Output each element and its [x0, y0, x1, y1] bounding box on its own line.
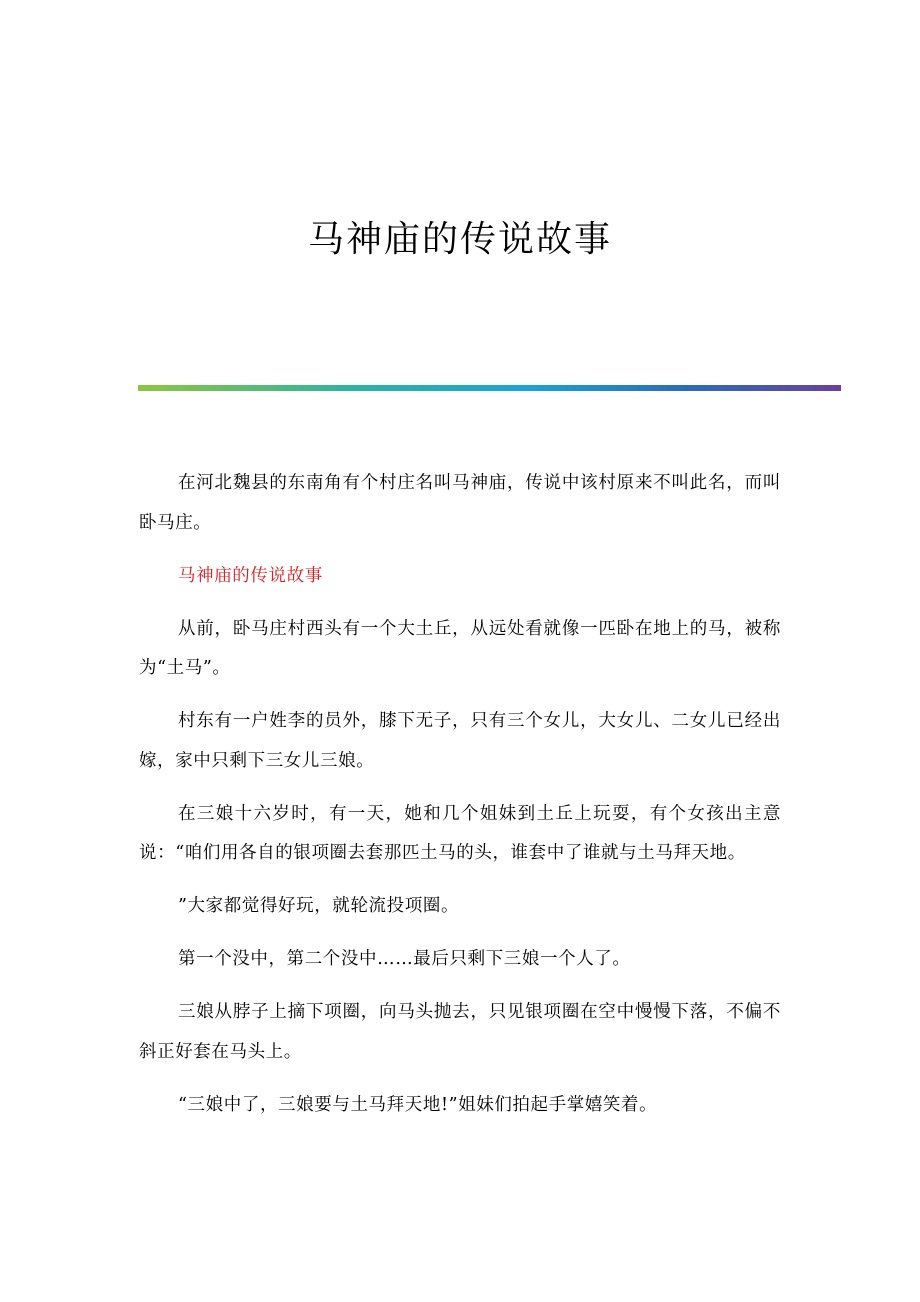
- paragraph: “三娘中了，三娘要与土马拜天地!”姐妹们拍起手掌嬉笑着。: [178, 1094, 658, 1115]
- paragraph: ”大家都觉得好玩，就轮流投项圈。: [178, 896, 460, 916]
- paragraph-intro: 在河北魏县的东南角有个村庄名叫马神庙，传说中该村原来不叫此名，而叫卧马庄。: [139, 473, 781, 533]
- paragraph: 在三娘十六岁时，有一天，她和几个姐妹到土丘上玩耍，有个女孩出主意说：“咱们用各自的银项圈去套那匹土马的头，谁套中了谁就与土马拜天地。: [139, 803, 781, 863]
- gradient-divider: [138, 385, 841, 391]
- paragraph: 从前，卧马庄村西头有一个大土丘，从远处看就像一匹卧在地上的马，被称为“土马”。: [139, 618, 781, 678]
- document-body: [139, 464, 781, 1139]
- paragraph: 村东有一户姓李的员外，膝下无子，只有三个女儿，大女儿、二女儿已经出嫁，家中只剩下三女儿三娘。: [139, 711, 781, 771]
- document-title: 马神庙的传说故事: [307, 219, 612, 260]
- paragraph: 三娘从脖子上摘下项圈，向马头抛去，只见银项圈在空中慢慢下落，不偏不斜正好套在马头上。: [139, 1002, 781, 1062]
- section-heading: 马神庙的传说故事: [178, 565, 323, 586]
- paragraph: 第一个没中，第二个没中……最后只剩下三娘一个人了。: [178, 949, 631, 969]
